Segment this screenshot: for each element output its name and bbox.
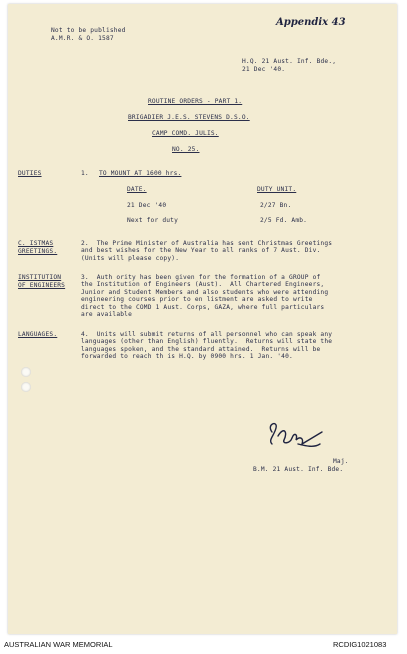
hq-line-1: H.Q. 21 Aust. Inf. Bde., bbox=[242, 58, 337, 65]
title-camp-comd: CAMP COMD. JULIS. bbox=[152, 130, 219, 137]
footer-record-id: RCDIG1021083 bbox=[333, 640, 387, 649]
appendix-handwritten: Appendix 43 bbox=[276, 17, 346, 28]
section-paragraph-christmas: 2. The Prime Minister of Australia has sent Christmas Greetings and best wishes for the New Year to all ranks of 7 Aust. Div. (Units will please copy). bbox=[81, 240, 333, 262]
not-published-line-1: Not to be published bbox=[51, 27, 126, 34]
duties-col-date: DATE. bbox=[127, 186, 147, 193]
title-number: NO. 25. bbox=[172, 146, 200, 153]
hq-line-2: 21 Dec '40. bbox=[242, 66, 286, 73]
duties-heading: TO MOUNT AT 1600 hrs. bbox=[99, 170, 182, 177]
section-paragraph-engineers: 3. Auth ority has been given for the formation of a GROUP of the Institution of Engineers (Aust). All Chartered Engineers, Junior and Student Members and also students who were attending engineering courses prior to en listment are asked to write direct to the COMD 1 Aust. Corps, GAZA, where full particulars are available bbox=[81, 274, 329, 319]
footer-institution: AUSTRALIAN WAR MEMORIAL bbox=[4, 640, 113, 649]
punch-hole bbox=[21, 382, 31, 392]
title-brigadier: BRIGADIER J.E.S. STEVENS D.S.O. bbox=[128, 114, 250, 121]
duties-row-unit: 2/5 Fd. Amb. bbox=[260, 217, 308, 224]
duties-row-date: 21 Dec '40 bbox=[127, 202, 167, 209]
section-label: GREETINGS. bbox=[18, 248, 58, 255]
section-label: C. ISTMAS bbox=[18, 240, 54, 247]
duties-number: 1. bbox=[81, 170, 89, 177]
duties-row-date: Next for duty bbox=[127, 217, 179, 224]
duties-col-unit: DUTY UNIT. bbox=[257, 186, 297, 193]
duties-row-unit: 2/27 Bn. bbox=[260, 202, 292, 209]
signature bbox=[262, 418, 326, 452]
punch-hole bbox=[21, 367, 31, 377]
not-published-line-2: A.M.R. & O. 1587 bbox=[51, 35, 114, 42]
section-label: INSTITUTION bbox=[18, 274, 62, 281]
section-paragraph-languages: 4. Units will submit returns of all personnel who can speak any languages (other than English) fluently. Returns will state the languages spoken, and the standard attained. Returns will be forwarded to reach th is H.Q. by 0900 hrs. 1 Jan. '40. bbox=[81, 331, 333, 361]
section-label: OF ENGINEERS bbox=[18, 282, 66, 289]
title-routine-orders: ROUTINE ORDERS - PART 1. bbox=[148, 98, 243, 105]
duties-label: DUTIES bbox=[18, 170, 42, 177]
signature-title: B.M. 21 Aust. Inf. Bde. bbox=[253, 466, 344, 473]
section-label: LANGUAGES. bbox=[18, 331, 58, 338]
signature-rank: Maj. bbox=[333, 458, 349, 465]
